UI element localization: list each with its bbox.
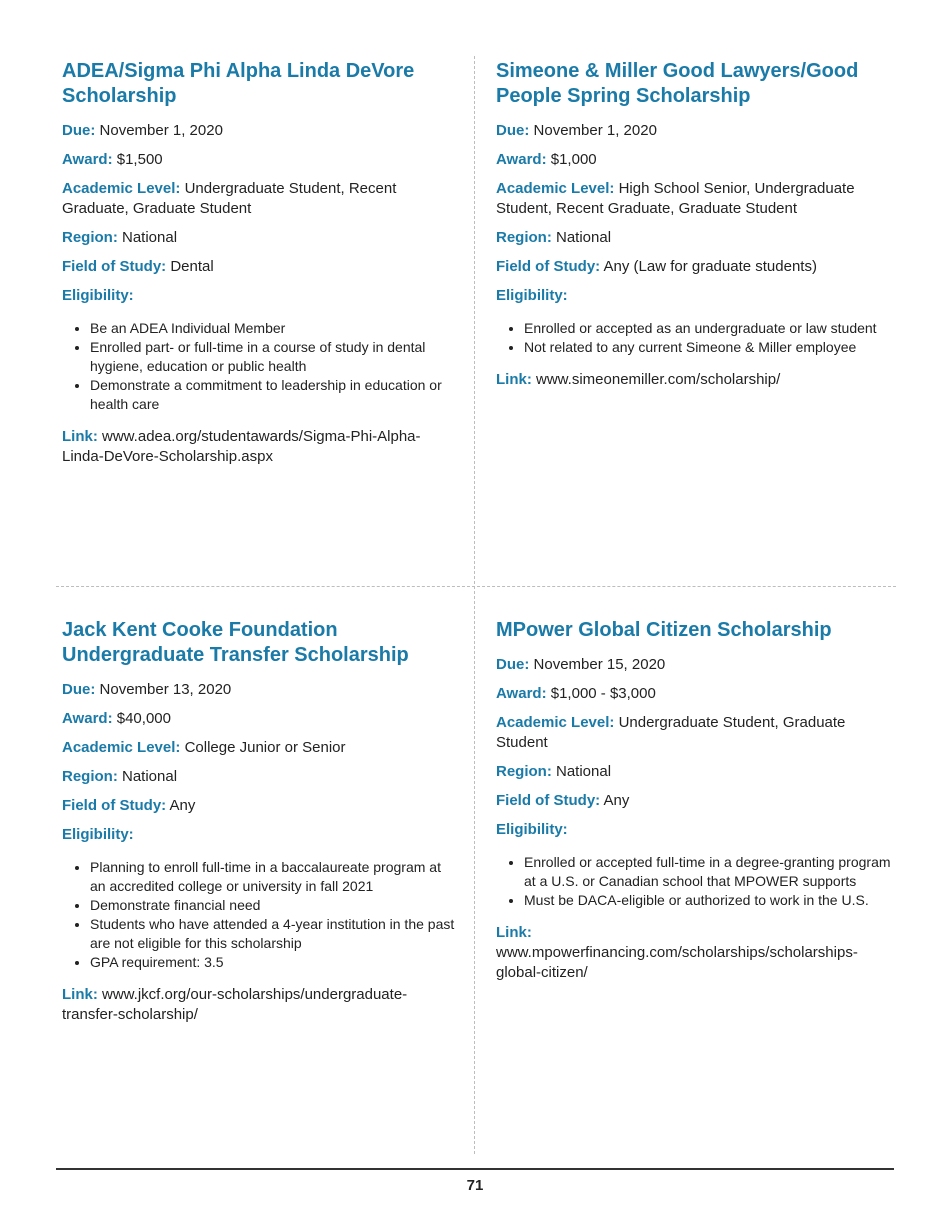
row-divider xyxy=(56,586,896,587)
region-value: National xyxy=(556,763,612,780)
link-label: Link: xyxy=(496,924,532,941)
award-field xyxy=(496,684,891,704)
scholarship-title: ADEA/Sigma Phi Alpha Linda DeVore Scholarship xyxy=(62,60,415,107)
academic-level-field xyxy=(496,713,891,753)
academic-level-field xyxy=(62,738,457,758)
region-field xyxy=(62,228,457,248)
academic-level-value: High School Senior, Undergraduate Student, Recent Graduate, Graduate Student xyxy=(496,180,855,217)
award-label: Award: xyxy=(496,685,547,702)
eligibility-list xyxy=(496,853,891,910)
region-label: Region: xyxy=(496,763,552,780)
eligibility-item: • Enrolled part- or full-time in a course of study in dental hygiene, education or public health xyxy=(90,338,457,376)
academic-level-value: Undergraduate Student, Recent Graduate, Graduate Student xyxy=(62,180,397,217)
region-label: Region: xyxy=(62,768,118,785)
academic-level-label: Academic Level: xyxy=(62,739,181,756)
academic-level-field xyxy=(496,179,891,219)
link-field xyxy=(496,923,891,983)
link-label: Link: xyxy=(62,428,98,445)
due-value: November 1, 2020 xyxy=(99,122,223,139)
eligibility-label: Eligibility: xyxy=(496,821,568,838)
eligibility-item: • GPA requirement: 3.5 xyxy=(90,953,457,972)
link-url[interactable]: www.jkcf.org/our-scholarships/undergraduate-transfer-scholarship/ xyxy=(62,986,408,1023)
award-label: Award: xyxy=(62,710,113,727)
scholarship-title: MPower Global Citizen Scholarship xyxy=(496,619,832,641)
eligibility-item: • Enrolled or accepted as an undergraduate or law student xyxy=(524,319,891,338)
scholarship-title: Simeone & Miller Good Lawyers/Good People Spring Scholarship xyxy=(496,60,859,107)
field-of-study-field xyxy=(62,257,457,277)
eligibility-label: Eligibility: xyxy=(496,287,568,304)
scholarship-card-simeone-miller xyxy=(496,59,891,390)
due-label: Due: xyxy=(496,656,530,673)
scholarship-card-jack-kent-cooke xyxy=(62,618,457,1025)
link-field xyxy=(62,985,457,1025)
column-divider xyxy=(474,56,475,1154)
academic-level-label: Academic Level: xyxy=(496,714,615,731)
link-url[interactable]: www.mpowerfinancing.com/scholarships/scholarships-global-citizen/ xyxy=(496,944,858,981)
region-value: National xyxy=(556,229,612,246)
due-label: Due: xyxy=(496,122,530,139)
scholarship-card-mpower xyxy=(496,618,891,983)
eligibility-item: • Planning to enroll full-time in a baccalaureate program at an accredited college or university in fall 2021 xyxy=(90,858,457,896)
eligibility-item: • Be an ADEA Individual Member xyxy=(90,319,457,338)
due-label: Due: xyxy=(62,122,96,139)
link-label: Link: xyxy=(62,986,98,1003)
academic-level-label: Academic Level: xyxy=(62,180,181,197)
due-label: Due: xyxy=(62,681,96,698)
eligibility-label: Eligibility: xyxy=(62,287,134,304)
award-field xyxy=(496,150,891,170)
footer-rule xyxy=(56,1168,894,1170)
link-field xyxy=(62,427,457,467)
field-of-study-field xyxy=(496,791,891,811)
eligibility-item: • Must be DACA-eligible or authorized to work in the U.S. xyxy=(524,891,891,910)
award-value: $1,000 - $3,000 xyxy=(550,685,656,702)
field-of-study-value: Dental xyxy=(170,258,214,275)
academic-level-value: College Junior or Senior xyxy=(184,739,346,756)
academic-level-label: Academic Level: xyxy=(496,180,615,197)
field-of-study-label: Field of Study: xyxy=(496,258,601,275)
due-field xyxy=(496,655,891,675)
field-of-study-value: Any (Law for graduate students) xyxy=(603,258,817,275)
award-value: $1,000 xyxy=(550,151,597,168)
academic-level-field xyxy=(62,179,457,219)
eligibility-item: • Demonstrate financial need xyxy=(90,896,457,915)
field-of-study-value: Any xyxy=(169,797,196,814)
award-label: Award: xyxy=(496,151,547,168)
eligibility-list xyxy=(496,319,891,357)
eligibility-label: Eligibility: xyxy=(62,826,134,843)
eligibility-list xyxy=(62,858,457,972)
eligibility-item: • Not related to any current Simeone & Miller employee xyxy=(524,338,891,357)
eligibility-item: • Enrolled or accepted full-time in a degree-granting program at a U.S. or Canadian school that MPOWER supports xyxy=(524,853,891,891)
academic-level-value: Undergraduate Student, Graduate Student xyxy=(496,714,846,751)
region-value: National xyxy=(122,768,178,785)
region-field xyxy=(62,767,457,787)
field-of-study-value: Any xyxy=(603,792,630,809)
award-label: Award: xyxy=(62,151,113,168)
link-label: Link: xyxy=(496,371,532,388)
due-field xyxy=(62,680,457,700)
field-of-study-label: Field of Study: xyxy=(62,258,167,275)
field-of-study-label: Field of Study: xyxy=(62,797,167,814)
link-url[interactable]: www.adea.org/studentawards/Sigma-Phi-Alpha-Linda-DeVore-Scholarship.aspx xyxy=(62,428,421,465)
due-value: November 1, 2020 xyxy=(533,122,657,139)
field-of-study-field xyxy=(496,257,891,277)
due-field xyxy=(496,121,891,141)
award-field xyxy=(62,150,457,170)
award-value: $40,000 xyxy=(116,710,171,727)
award-field xyxy=(62,709,457,729)
region-label: Region: xyxy=(496,229,552,246)
eligibility-item: • Students who have attended a 4-year institution in the past are not eligible for this scholarship xyxy=(90,915,457,953)
region-field xyxy=(496,762,891,782)
field-of-study-label: Field of Study: xyxy=(496,792,601,809)
link-field xyxy=(496,370,891,390)
scholarship-card-adea xyxy=(62,59,457,467)
page-number: 71 xyxy=(466,1177,484,1194)
due-value: November 15, 2020 xyxy=(533,656,666,673)
region-field xyxy=(496,228,891,248)
region-value: National xyxy=(122,229,178,246)
award-value: $1,500 xyxy=(116,151,163,168)
scholarship-title: Jack Kent Cooke Foundation Undergraduate Transfer Scholarship xyxy=(62,619,409,666)
eligibility-item: • Demonstrate a commitment to leadership in education or health care xyxy=(90,376,457,414)
field-of-study-field xyxy=(62,796,457,816)
link-url[interactable]: www.simeonemiller.com/scholarship/ xyxy=(536,371,781,388)
due-value: November 13, 2020 xyxy=(99,681,232,698)
region-label: Region: xyxy=(62,229,118,246)
due-field xyxy=(62,121,457,141)
eligibility-list xyxy=(62,319,457,414)
